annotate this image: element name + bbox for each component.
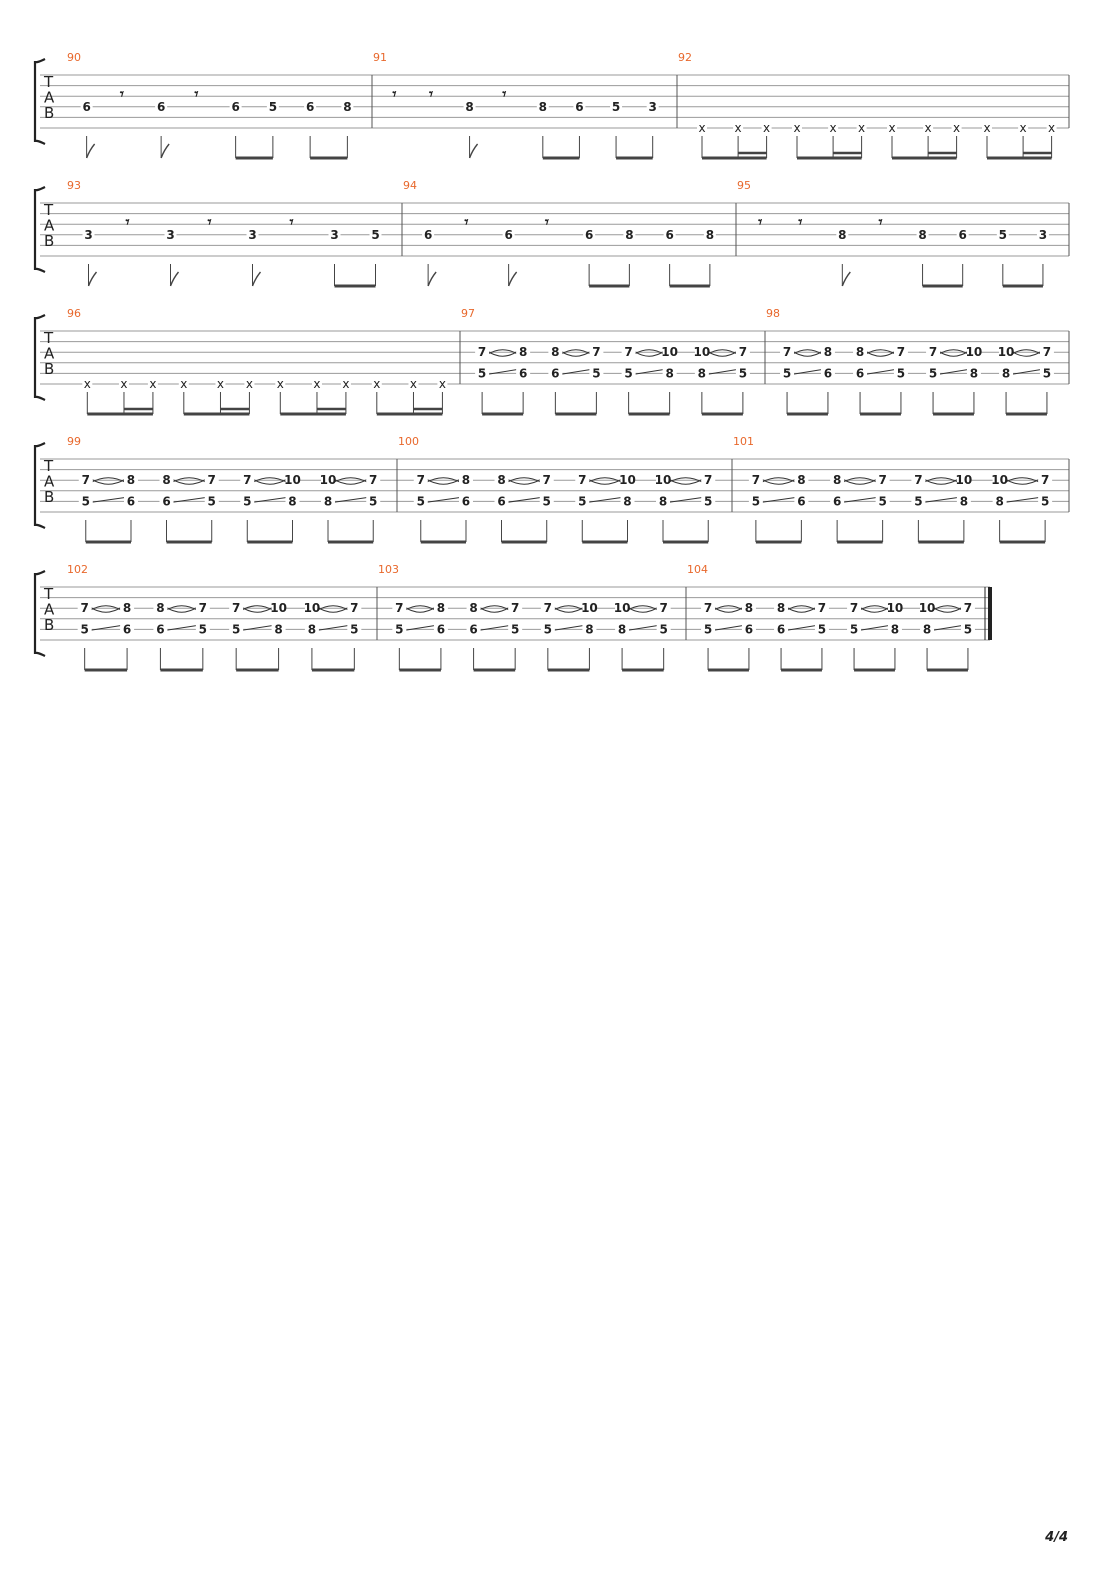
fret-number: 3 <box>1038 227 1048 242</box>
eighth-rest: 𝄾 <box>289 213 294 231</box>
fret-number: 10 <box>581 601 598 616</box>
fret-number: 8 <box>469 601 478 616</box>
fret-number: 6 <box>744 622 754 637</box>
fret-number: 8 <box>274 622 283 637</box>
fret-number: 8 <box>855 345 865 360</box>
fret-number: 6 <box>958 227 967 242</box>
slur-curve <box>706 350 739 356</box>
measure-number: 94 <box>403 179 417 192</box>
fret-number: 6 <box>504 227 513 242</box>
eighth-rest: 𝄾 <box>502 85 507 103</box>
slur-curve <box>559 350 592 356</box>
fret-number: 5 <box>542 494 551 509</box>
slur-curve <box>478 606 512 612</box>
fret-number: 5 <box>878 494 887 509</box>
fret-number: 8 <box>323 494 333 509</box>
dead-note: x <box>829 121 837 135</box>
fret-number: 5 <box>371 227 380 242</box>
fret-number: 5 <box>231 622 241 637</box>
fret-number: 8 <box>585 622 594 637</box>
fret-number: 8 <box>918 227 927 242</box>
fret-number: 10 <box>693 345 711 360</box>
fret-number: 10 <box>661 345 678 360</box>
fret-number: 6 <box>461 494 471 509</box>
fret-number: 7 <box>659 601 668 616</box>
fret-number: 3 <box>166 227 175 242</box>
eighth-rest: 𝄾 <box>207 213 212 231</box>
fret-number: 7 <box>914 473 923 488</box>
dead-note: x <box>149 377 157 391</box>
fret-number: 5 <box>477 366 487 381</box>
fret-number: 7 <box>350 601 359 616</box>
slur-curve <box>164 606 198 612</box>
tab-clef-letter: B <box>44 616 55 634</box>
slur-curve <box>425 478 462 484</box>
fret-number: 7 <box>782 345 792 360</box>
fret-number: 8 <box>744 601 754 616</box>
note-flag <box>89 272 97 286</box>
dead-note: x <box>983 121 991 135</box>
fret-number: 3 <box>248 227 257 242</box>
fret-number: 6 <box>551 366 560 381</box>
eighth-rest: 𝄾 <box>878 213 883 231</box>
eighth-rest: 𝄾 <box>798 213 803 231</box>
fret-number: 7 <box>231 601 241 616</box>
fret-number: 8 <box>288 494 297 509</box>
fret-number: 8 <box>776 601 786 616</box>
eighth-rest: 𝄾 <box>194 85 199 103</box>
fret-number: 10 <box>955 473 973 488</box>
measure-number: 90 <box>67 51 81 64</box>
fret-number: 7 <box>395 601 404 616</box>
tab-clef-letter: B <box>44 488 55 506</box>
dead-note: x <box>953 121 961 135</box>
fret-number: 5 <box>849 622 859 637</box>
note-flag <box>842 272 850 286</box>
fret-number: 5 <box>782 366 792 381</box>
dead-note: x <box>313 377 321 391</box>
fret-number: 8 <box>922 622 932 637</box>
tab-clef-letter: T <box>44 457 54 475</box>
fret-number: 10 <box>997 345 1015 360</box>
page-number: 4/4 <box>1045 1530 1068 1545</box>
fret-number: 7 <box>878 473 887 488</box>
fret-number: 5 <box>914 494 923 509</box>
measure-number: 103 <box>378 563 399 576</box>
fret-number: 7 <box>416 473 425 488</box>
slur-curve <box>506 478 543 484</box>
tab-clef-letter: T <box>44 329 54 347</box>
tab-clef-letter: A <box>44 216 55 235</box>
fret-number: 10 <box>319 473 337 488</box>
fret-number: 5 <box>369 494 378 509</box>
dead-note: x <box>1019 121 1027 135</box>
fret-number: 5 <box>624 366 633 381</box>
fret-number: 10 <box>284 473 301 488</box>
fret-number: 7 <box>207 473 216 488</box>
fret-number: 5 <box>738 366 748 381</box>
fret-number: 8 <box>126 473 136 488</box>
fret-number: 7 <box>243 473 252 488</box>
fret-number: 7 <box>1040 473 1050 488</box>
dead-note: x <box>438 377 446 391</box>
dead-note: x <box>216 377 225 391</box>
fret-number: 8 <box>307 622 317 637</box>
slur-curve <box>626 606 660 612</box>
fret-number: 5 <box>751 494 761 509</box>
fret-number: 8 <box>705 227 715 242</box>
slur-curve <box>931 606 964 612</box>
fret-number: 5 <box>896 366 906 381</box>
fret-number: 5 <box>704 494 713 509</box>
dead-note: x <box>1048 121 1056 135</box>
slur-curve <box>841 478 879 484</box>
fret-number: 6 <box>82 99 91 114</box>
tab-clef-letter: A <box>44 88 55 107</box>
measure-number: 101 <box>733 435 754 448</box>
fret-number: 7 <box>928 345 938 360</box>
slur-curve <box>667 478 704 484</box>
dead-note: x <box>698 121 706 135</box>
fret-number: 6 <box>797 494 806 509</box>
fret-number: 6 <box>832 494 842 509</box>
fret-number: 5 <box>350 622 359 637</box>
fret-number: 8 <box>823 345 833 360</box>
fret-number: 8 <box>122 601 132 616</box>
slur-curve <box>1010 350 1043 356</box>
slur-curve <box>332 478 369 484</box>
fret-number: 7 <box>849 601 859 616</box>
fret-number: 5 <box>963 622 973 637</box>
measure-number: 99 <box>67 435 81 448</box>
measure-number: 97 <box>461 307 475 320</box>
fret-number: 7 <box>510 601 520 616</box>
note-flag <box>509 272 517 286</box>
fret-number: 6 <box>156 622 165 637</box>
note-flag <box>171 272 179 286</box>
fret-number: 6 <box>776 622 786 637</box>
fret-number: 7 <box>592 345 601 360</box>
dead-note: x <box>763 121 771 135</box>
note-flag <box>428 272 436 286</box>
fret-number: 6 <box>126 494 136 509</box>
note-flag <box>161 144 169 158</box>
dead-note: x <box>83 377 91 391</box>
fret-number: 7 <box>369 473 378 488</box>
tab-clef-letter: T <box>44 201 54 219</box>
fret-number: 5 <box>928 366 938 381</box>
fret-number: 8 <box>969 366 979 381</box>
measure-number: 96 <box>67 307 81 320</box>
fret-number: 10 <box>654 473 672 488</box>
fret-number: 5 <box>207 494 216 509</box>
eighth-rest: 𝄾 <box>544 213 549 231</box>
fret-number: 5 <box>395 622 404 637</box>
fret-number: 6 <box>665 227 674 242</box>
fret-number: 8 <box>465 99 474 114</box>
measure-number: 91 <box>373 51 387 64</box>
dead-note: x <box>858 121 866 135</box>
fret-number: 5 <box>81 494 90 509</box>
fret-number: 10 <box>991 473 1008 488</box>
fret-number: 5 <box>1042 366 1052 381</box>
fret-number: 8 <box>623 494 632 509</box>
fret-number: 8 <box>617 622 627 637</box>
fret-number: 8 <box>832 473 842 488</box>
fret-number: 5 <box>198 622 208 637</box>
fret-number: 7 <box>963 601 973 616</box>
fret-number: 8 <box>343 99 352 114</box>
fret-number: 7 <box>751 473 761 488</box>
slur-curve <box>316 606 350 612</box>
fret-number: 8 <box>461 473 471 488</box>
tab-clef-letter: B <box>44 360 55 378</box>
tab-clef-letter: T <box>44 585 54 603</box>
measure-number: 104 <box>687 563 708 576</box>
fret-number: 3 <box>648 99 657 114</box>
fret-number: 5 <box>592 366 601 381</box>
dead-note: x <box>120 377 128 391</box>
fret-number: 7 <box>542 473 551 488</box>
measure-number: 93 <box>67 179 81 192</box>
fret-number: 5 <box>659 622 668 637</box>
measure-number: 100 <box>398 435 419 448</box>
fret-number: 8 <box>538 99 547 114</box>
fret-number: 5 <box>543 622 553 637</box>
fret-number: 5 <box>817 622 827 637</box>
slur-curve <box>171 478 208 484</box>
fret-number: 5 <box>268 99 278 114</box>
dead-note: x <box>734 121 742 135</box>
fret-number: 3 <box>330 227 339 242</box>
fret-number: 5 <box>1040 494 1050 509</box>
slur-curve <box>1004 478 1042 484</box>
slur-curve <box>712 606 745 612</box>
fret-number: 7 <box>578 473 587 488</box>
dead-note: x <box>180 377 188 391</box>
fret-number: 8 <box>625 227 634 242</box>
dead-note: x <box>409 377 418 391</box>
fret-number: 6 <box>469 622 478 637</box>
fret-number: 6 <box>162 494 171 509</box>
fret-number: 10 <box>965 345 983 360</box>
fret-number: 6 <box>823 366 833 381</box>
fret-number: 3 <box>84 227 93 242</box>
fret-number: 8 <box>156 601 165 616</box>
eighth-rest: 𝄾 <box>758 213 763 231</box>
fret-number: 6 <box>497 494 506 509</box>
fret-number: 10 <box>886 601 904 616</box>
slur-curve <box>760 478 798 484</box>
fret-number: 5 <box>611 99 621 114</box>
fret-number: 6 <box>436 622 446 637</box>
fret-number: 10 <box>918 601 936 616</box>
fret-number: 7 <box>703 601 713 616</box>
fret-number: 6 <box>423 227 433 242</box>
fret-number: 6 <box>231 99 240 114</box>
note-flag <box>87 144 95 158</box>
fret-number: 8 <box>497 473 506 488</box>
fret-number: 7 <box>1042 345 1052 360</box>
eighth-rest: 𝄾 <box>392 85 397 103</box>
slur-curve <box>791 350 824 356</box>
fret-number: 8 <box>838 227 847 242</box>
slur-curve <box>403 606 437 612</box>
dead-note: x <box>924 121 932 135</box>
fret-number: 7 <box>896 345 906 360</box>
fret-number: 5 <box>510 622 520 637</box>
fret-number: 8 <box>658 494 668 509</box>
slur-curve <box>251 478 288 484</box>
dead-note: x <box>373 377 381 391</box>
fret-number: 5 <box>578 494 587 509</box>
fret-number: 8 <box>518 345 528 360</box>
fret-number: 6 <box>156 99 166 114</box>
tab-clef-letter: A <box>44 344 55 363</box>
fret-number: 6 <box>575 99 584 114</box>
slur-curve <box>486 350 519 356</box>
dead-note: x <box>342 377 350 391</box>
fret-number: 7 <box>80 601 89 616</box>
dead-note: x <box>245 377 253 391</box>
fret-number: 8 <box>697 366 707 381</box>
tab-clef-letter: B <box>44 232 55 250</box>
slur-curve <box>586 478 623 484</box>
fret-number: 7 <box>624 345 633 360</box>
fret-number: 5 <box>998 227 1007 242</box>
fret-number: 7 <box>738 345 748 360</box>
fret-number: 6 <box>122 622 132 637</box>
eighth-rest: 𝄾 <box>464 213 469 231</box>
fret-number: 7 <box>543 601 553 616</box>
eighth-rest: 𝄾 <box>125 213 130 231</box>
tab-clef-letter: T <box>44 73 54 91</box>
fret-number: 10 <box>303 601 321 616</box>
tab-clef-letter: A <box>44 472 55 491</box>
fret-number: 6 <box>305 99 315 114</box>
eighth-rest: 𝄾 <box>119 85 124 103</box>
slur-curve <box>89 606 123 612</box>
fret-number: 10 <box>270 601 287 616</box>
fret-number: 8 <box>797 473 806 488</box>
fret-number: 7 <box>477 345 487 360</box>
fret-number: 8 <box>665 366 674 381</box>
dead-note: x <box>276 377 284 391</box>
slur-curve <box>922 478 960 484</box>
note-flag <box>470 144 478 158</box>
fret-number: 5 <box>703 622 713 637</box>
fret-number: 8 <box>1001 366 1011 381</box>
fret-number: 5 <box>416 494 425 509</box>
eighth-rest: 𝄾 <box>428 85 433 103</box>
fret-number: 5 <box>80 622 89 637</box>
slur-curve <box>90 478 127 484</box>
dead-note: x <box>888 121 896 135</box>
fret-number: 10 <box>619 473 636 488</box>
fret-number: 10 <box>613 601 631 616</box>
measure-number: 102 <box>67 563 88 576</box>
fret-number: 6 <box>584 227 594 242</box>
fret-number: 8 <box>995 494 1004 509</box>
fret-number: 8 <box>551 345 560 360</box>
fret-number: 6 <box>855 366 865 381</box>
fret-number: 7 <box>198 601 208 616</box>
fret-number: 6 <box>518 366 528 381</box>
slur-curve <box>785 606 818 612</box>
measure-number: 95 <box>737 179 751 192</box>
fret-number: 7 <box>81 473 90 488</box>
measure-number: 98 <box>766 307 780 320</box>
measure-number: 92 <box>678 51 692 64</box>
fret-number: 7 <box>704 473 713 488</box>
fret-number: 5 <box>243 494 252 509</box>
fret-number: 8 <box>890 622 900 637</box>
slur-curve <box>864 350 897 356</box>
tab-clef-letter: B <box>44 104 55 122</box>
dead-note: x <box>793 121 801 135</box>
fret-number: 8 <box>162 473 171 488</box>
fret-number: 8 <box>959 494 969 509</box>
fret-number: 8 <box>436 601 446 616</box>
tab-clef-letter: A <box>44 600 55 619</box>
fret-number: 7 <box>817 601 827 616</box>
note-flag <box>253 272 261 286</box>
